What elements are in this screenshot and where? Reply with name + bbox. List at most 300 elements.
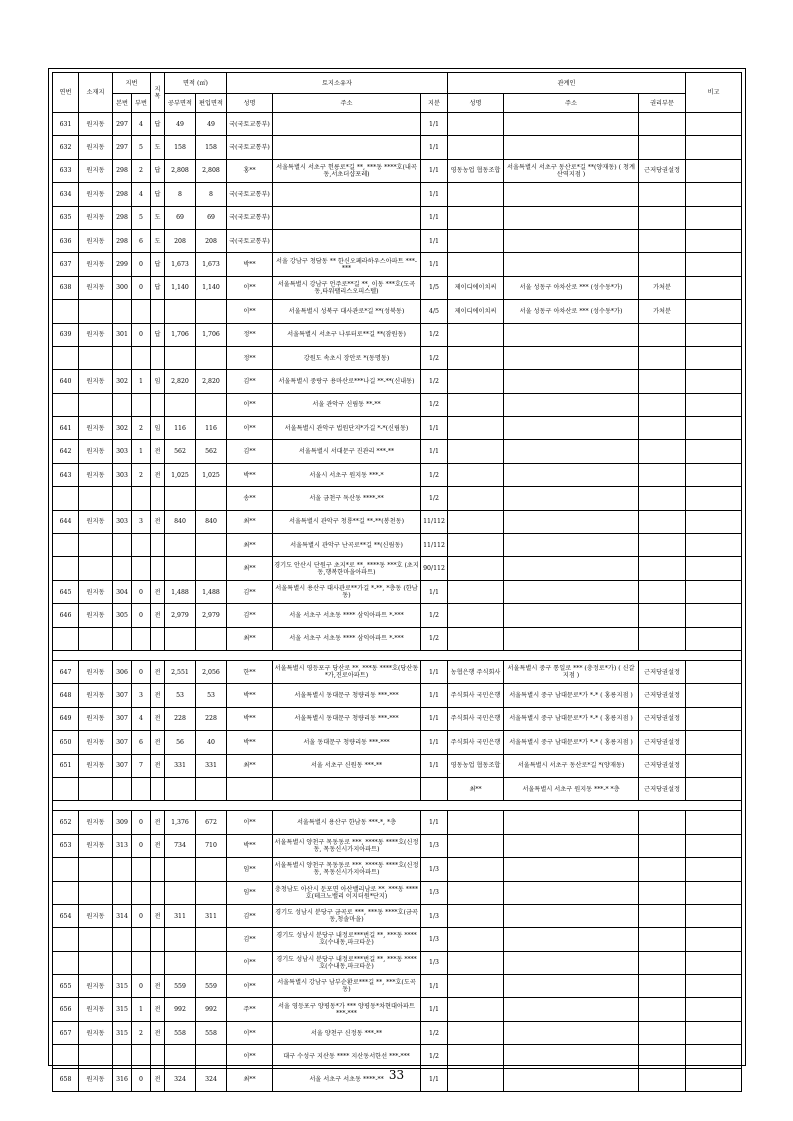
row-remarks [686, 136, 742, 159]
row-land-type: 전 [151, 684, 165, 707]
row-land-type [151, 928, 165, 951]
row-rights [639, 183, 686, 206]
row-location: 원지동 [79, 440, 113, 463]
row-rel-address [504, 393, 639, 416]
row-lot-sub: 0 [132, 834, 151, 857]
row-owner-name: 최** [227, 510, 273, 533]
row-rights: 가처분 [639, 276, 686, 299]
row-rights [639, 627, 686, 650]
row-share: 1/2 [421, 627, 448, 650]
row-land-type: 전 [151, 1068, 165, 1091]
table-row [53, 754, 742, 777]
row-area-official: 1,706 [165, 323, 196, 346]
row-area-incorporated: 710 [196, 834, 227, 857]
row-lot-sub: 1 [132, 370, 151, 393]
row-share: 1/1 [421, 440, 448, 463]
row-area-official: 559 [165, 975, 196, 998]
row-rights [639, 811, 686, 834]
row-share: 1/1 [421, 998, 448, 1021]
row-lot-sub: 0 [132, 1068, 151, 1091]
row-seq: 639 [53, 323, 79, 346]
row-rel-address [504, 904, 639, 927]
row-area-official: 8 [165, 183, 196, 206]
row-rights: 근저당권설정 [639, 660, 686, 683]
row-rel-address [504, 463, 639, 486]
row-lot-sub [132, 881, 151, 904]
row-area-official [165, 534, 196, 557]
row-location: 원지동 [79, 580, 113, 603]
row-lot-sub: 4 [132, 183, 151, 206]
row-seq: 644 [53, 510, 79, 533]
row-land-type: 전 [151, 580, 165, 603]
row-lot-main: 316 [113, 1068, 132, 1091]
row-rel-name: 주식회사 국민은행 [448, 684, 504, 707]
row-owner-name: 국(국토교통부) [227, 229, 273, 252]
row-area-official [165, 627, 196, 650]
row-lot-sub [132, 346, 151, 369]
row-remarks [686, 113, 742, 136]
row-rel-address [504, 323, 639, 346]
row-share: 1/1 [421, 754, 448, 777]
row-remarks [686, 417, 742, 440]
row-area-incorporated: 2,979 [196, 604, 227, 627]
table-row [53, 346, 742, 369]
row-rel-name [448, 463, 504, 486]
header-lot-sub: 부번 [132, 94, 151, 113]
row-rel-address [504, 346, 639, 369]
row-lot-main: 302 [113, 417, 132, 440]
row-owner-name: 임** [227, 881, 273, 904]
row-seq: 650 [53, 731, 79, 754]
row-lot-main: 305 [113, 604, 132, 627]
row-remarks [686, 858, 742, 881]
row-owner-name: 최** [227, 1068, 273, 1091]
row-lot-main: 315 [113, 998, 132, 1021]
row-rel-name [448, 370, 504, 393]
row-rights [639, 510, 686, 533]
row-area-incorporated: 53 [196, 684, 227, 707]
row-rel-name [448, 858, 504, 881]
row-rel-name [448, 557, 504, 580]
table-row [53, 660, 742, 683]
row-rel-name [448, 136, 504, 159]
table-row [53, 276, 742, 299]
row-seq: 655 [53, 975, 79, 998]
table-row [53, 627, 742, 650]
row-rel-name [448, 951, 504, 974]
row-owner-name: 이** [227, 951, 273, 974]
row-location: 원지동 [79, 660, 113, 683]
row-seq [53, 881, 79, 904]
row-owner-address [273, 229, 421, 252]
table-row [53, 1045, 742, 1068]
table-row [53, 811, 742, 834]
row-location [79, 881, 113, 904]
row-rights [639, 113, 686, 136]
row-share: 11/112 [421, 534, 448, 557]
row-owner-address: 서울시 서초구 원지동 ***-* [273, 463, 421, 486]
row-rights: 근저당권설정 [639, 684, 686, 707]
row-remarks [686, 229, 742, 252]
row-lot-main [113, 557, 132, 580]
row-seq: 638 [53, 276, 79, 299]
row-seq [53, 534, 79, 557]
row-rel-address [504, 487, 639, 510]
row-lot-main: 298 [113, 206, 132, 229]
row-area-official [165, 557, 196, 580]
row-land-type [151, 951, 165, 974]
row-owner-address: 서울 강남구 청담동 ** 한신오페라하우스아파트 ***-*** [273, 253, 421, 276]
row-lot-main [113, 534, 132, 557]
table-row [53, 834, 742, 857]
row-rel-address [504, 440, 639, 463]
row-rel-name: 농협은행 주식회사 [448, 660, 504, 683]
row-seq: 651 [53, 754, 79, 777]
row-lot-main [113, 487, 132, 510]
header-area-incorporated: 편입면적 [196, 94, 227, 113]
row-area-official: 992 [165, 998, 196, 1021]
row-rights [639, 323, 686, 346]
header-owner-address: 주소 [273, 94, 421, 113]
row-location [79, 300, 113, 323]
row-location: 원지동 [79, 136, 113, 159]
row-land-type [151, 627, 165, 650]
row-owner-name: 박** [227, 684, 273, 707]
row-rel-address [504, 928, 639, 951]
row-area-incorporated: 69 [196, 206, 227, 229]
row-seq: 654 [53, 904, 79, 927]
row-area-incorporated: 1,673 [196, 253, 227, 276]
row-rights [639, 858, 686, 881]
row-rel-name: 최** [448, 777, 504, 800]
row-share: 1/3 [421, 928, 448, 951]
row-area-incorporated [196, 928, 227, 951]
row-land-type: 전 [151, 440, 165, 463]
row-area-incorporated [196, 346, 227, 369]
row-remarks [686, 928, 742, 951]
row-owner-name: 김** [227, 604, 273, 627]
row-lot-main [113, 928, 132, 951]
row-area-incorporated [196, 627, 227, 650]
row-rel-name [448, 183, 504, 206]
row-location: 원지동 [79, 253, 113, 276]
row-area-incorporated: 562 [196, 440, 227, 463]
row-location: 원지동 [79, 510, 113, 533]
row-lot-main [113, 393, 132, 416]
row-seq [53, 928, 79, 951]
row-owner-address: 서울특별시 동대문구 청량리동 ***-*** [273, 707, 421, 730]
row-land-type: 전 [151, 904, 165, 927]
row-seq: 631 [53, 113, 79, 136]
row-lot-sub [132, 300, 151, 323]
row-share: 1/1 [421, 975, 448, 998]
row-location [79, 858, 113, 881]
row-seq: 648 [53, 684, 79, 707]
row-lot-sub [132, 627, 151, 650]
row-rel-address [504, 510, 639, 533]
row-share: 1/1 [421, 684, 448, 707]
row-owner-address: 서울특별시 서초구 헌릉로*길 **, ***동 ****호(내곡동,서초더샵포레) [273, 159, 421, 182]
row-lot-sub: 7 [132, 754, 151, 777]
row-remarks [686, 731, 742, 754]
row-rights [639, 370, 686, 393]
row-lot-main [113, 881, 132, 904]
row-share: 1/2 [421, 346, 448, 369]
row-land-type [151, 881, 165, 904]
row-location [79, 627, 113, 650]
row-location [79, 1045, 113, 1068]
row-remarks [686, 754, 742, 777]
row-area-official: 734 [165, 834, 196, 857]
row-rel-address: 서울특별시 중구 남대문로*가 *-* ( 홍릉지점 ) [504, 731, 639, 754]
row-owner-name: 최** [227, 754, 273, 777]
row-owner-name: 박** [227, 834, 273, 857]
row-seq [53, 300, 79, 323]
row-lot-main [113, 951, 132, 974]
row-lot-sub: 0 [132, 604, 151, 627]
row-area-official: 324 [165, 1068, 196, 1091]
row-owner-address [273, 113, 421, 136]
table-row [53, 858, 742, 881]
row-area-incorporated: 40 [196, 731, 227, 754]
row-area-incorporated: 49 [196, 113, 227, 136]
row-share: 1/1 [421, 229, 448, 252]
row-owner-name: 국(국토교통부) [227, 183, 273, 206]
header-share: 지분 [421, 94, 448, 113]
row-lot-sub [132, 928, 151, 951]
row-area-incorporated [196, 487, 227, 510]
row-remarks [686, 463, 742, 486]
row-share: 90/112 [421, 557, 448, 580]
row-owner-address: 강원도 속초시 장안로 *(동명동) [273, 346, 421, 369]
row-share: 1/1 [421, 113, 448, 136]
row-lot-sub: 0 [132, 580, 151, 603]
table-row-spacer [53, 801, 742, 811]
row-land-type [151, 300, 165, 323]
row-area-official [165, 1045, 196, 1068]
row-lot-main: 309 [113, 811, 132, 834]
row-remarks [686, 1021, 742, 1044]
row-owner-name: 김** [227, 928, 273, 951]
row-seq: 632 [53, 136, 79, 159]
row-owner-address: 서울 양천구 신정동 ***-** [273, 1021, 421, 1044]
row-lot-main: 307 [113, 754, 132, 777]
table-row [53, 904, 742, 927]
row-rights: 근저당권설정 [639, 707, 686, 730]
row-owner-address: 경기도 안산시 단원구 초지*로 **, ****동 ***호 (초지동,행복한마을아파트) [273, 557, 421, 580]
row-owner-name: 최** [227, 557, 273, 580]
row-seq: 636 [53, 229, 79, 252]
row-share: 1/2 [421, 323, 448, 346]
row-land-type: 답 [151, 253, 165, 276]
row-lot-sub: 5 [132, 206, 151, 229]
row-remarks [686, 604, 742, 627]
row-owner-address: 서울 영등포구 양평동*가 *** 양평동*차현대아파트 ***-*** [273, 998, 421, 1021]
table-row [53, 229, 742, 252]
row-area-incorporated [196, 393, 227, 416]
row-lot-main: 302 [113, 370, 132, 393]
row-remarks [686, 557, 742, 580]
row-lot-main: 303 [113, 440, 132, 463]
row-lot-main [113, 858, 132, 881]
page-number: 33 [388, 1068, 405, 1082]
row-share: 1/2 [421, 604, 448, 627]
row-area-incorporated: 559 [196, 975, 227, 998]
row-rights [639, 951, 686, 974]
row-owner-address: 서울 서초구 서초동 **** 삼익아파트 *-*** [273, 627, 421, 650]
row-rel-address [504, 881, 639, 904]
row-land-type [151, 777, 165, 800]
row-rel-address [504, 975, 639, 998]
row-owner-name: 최** [227, 627, 273, 650]
row-rel-name [448, 1021, 504, 1044]
row-land-type: 전 [151, 754, 165, 777]
table-row [53, 534, 742, 557]
row-rel-address [504, 229, 639, 252]
row-owner-address: 서울특별시 관악구 청룡**길 **-**(봉천동) [273, 510, 421, 533]
row-rights [639, 417, 686, 440]
row-owner-name: 김** [227, 904, 273, 927]
row-rel-address [504, 113, 639, 136]
row-land-type: 답 [151, 159, 165, 182]
land-table [52, 72, 742, 1092]
row-area-official [165, 951, 196, 974]
row-area-incorporated: 558 [196, 1021, 227, 1044]
row-land-type [151, 858, 165, 881]
row-remarks [686, 183, 742, 206]
table-row [53, 253, 742, 276]
row-rights: 근저당권설정 [639, 777, 686, 800]
row-owner-name: 박** [227, 731, 273, 754]
row-owner-address: 서울 서초구 서초동 **** 삼익아파트 *-*** [273, 604, 421, 627]
table-row [53, 1021, 742, 1044]
row-rights: 근저당권설정 [639, 731, 686, 754]
row-location [79, 534, 113, 557]
row-location: 원지동 [79, 834, 113, 857]
row-share: 1/2 [421, 1021, 448, 1044]
row-seq: 652 [53, 811, 79, 834]
row-remarks [686, 998, 742, 1021]
row-share: 1/2 [421, 1045, 448, 1068]
row-seq [53, 346, 79, 369]
row-land-type: 전 [151, 975, 165, 998]
row-lot-sub [132, 858, 151, 881]
row-rel-name [448, 253, 504, 276]
row-area-incorporated: 840 [196, 510, 227, 533]
row-rights [639, 253, 686, 276]
row-land-type: 전 [151, 811, 165, 834]
row-lot-main: 313 [113, 834, 132, 857]
row-lot-sub: 2 [132, 1021, 151, 1044]
table-row [53, 731, 742, 754]
row-seq [53, 627, 79, 650]
row-location: 원지동 [79, 229, 113, 252]
table-row [53, 136, 742, 159]
row-owner-name: 국(국토교통부) [227, 113, 273, 136]
row-rel-address [504, 370, 639, 393]
table-row [53, 417, 742, 440]
row-lot-main: 299 [113, 253, 132, 276]
row-seq: 634 [53, 183, 79, 206]
row-lot-sub: 0 [132, 660, 151, 683]
row-area-incorporated [196, 557, 227, 580]
row-owner-address: 서울특별시 관악구 법원단지*가길 *-*(신림동) [273, 417, 421, 440]
row-seq: 657 [53, 1021, 79, 1044]
row-land-type: 전 [151, 707, 165, 730]
row-land-type [151, 393, 165, 416]
row-owner-address: 서울 금천구 독산동 ****-** [273, 487, 421, 510]
row-owner-name: 김** [227, 580, 273, 603]
row-owner-name: 주** [227, 998, 273, 1021]
header-land-type: 지목 [151, 73, 165, 113]
row-rel-name [448, 417, 504, 440]
header-rel-name: 성명 [448, 94, 504, 113]
table-row [53, 604, 742, 627]
row-owner-address [273, 777, 421, 800]
header-seq: 연번 [53, 73, 79, 113]
row-lot-main: 303 [113, 510, 132, 533]
row-land-type: 전 [151, 463, 165, 486]
row-remarks [686, 811, 742, 834]
row-lot-main: 298 [113, 159, 132, 182]
header-owner-group: 토지소유자 [227, 73, 448, 94]
row-location: 원지동 [79, 463, 113, 486]
row-owner-address: 대구 수성구 지산동 **** 지산동서한선 ***-*** [273, 1045, 421, 1068]
row-seq [53, 487, 79, 510]
row-owner-address: 서울특별시 강남구 남부순환로***길 **, ***호(도곡동) [273, 975, 421, 998]
row-owner-name: 이** [227, 1021, 273, 1044]
row-rights [639, 440, 686, 463]
row-area-incorporated: 672 [196, 811, 227, 834]
row-lot-sub [132, 951, 151, 974]
table-row [53, 393, 742, 416]
row-area-incorporated: 2,056 [196, 660, 227, 683]
row-rel-name [448, 534, 504, 557]
row-location: 원지동 [79, 417, 113, 440]
row-lot-sub [132, 557, 151, 580]
row-owner-address: 충청남도 아산시 둔포면 아산밸리남로 **, ***동 ****호(테크노밸리 이지더원*단지) [273, 881, 421, 904]
row-lot-sub: 1 [132, 998, 151, 1021]
row-area-official: 2,551 [165, 660, 196, 683]
row-remarks [686, 206, 742, 229]
row-rel-address [504, 417, 639, 440]
table-row [53, 510, 742, 533]
row-area-official [165, 346, 196, 369]
row-rights [639, 928, 686, 951]
row-owner-name: 이** [227, 417, 273, 440]
row-area-official: 1,140 [165, 276, 196, 299]
row-seq: 640 [53, 370, 79, 393]
row-remarks [686, 253, 742, 276]
row-lot-sub: 2 [132, 417, 151, 440]
row-lot-main: 307 [113, 707, 132, 730]
row-area-incorporated [196, 1045, 227, 1068]
row-area-official [165, 777, 196, 800]
row-rel-name [448, 1045, 504, 1068]
row-lot-sub: 0 [132, 276, 151, 299]
row-remarks [686, 904, 742, 927]
row-owner-address: 서울 동대문구 청량리동 ***-*** [273, 731, 421, 754]
row-seq: 653 [53, 834, 79, 857]
row-rel-name [448, 487, 504, 510]
row-owner-address: 서울특별시 성북구 대사관로*길 **(성북동) [273, 300, 421, 323]
row-location: 원지동 [79, 1021, 113, 1044]
row-location [79, 346, 113, 369]
header-owner-name: 성명 [227, 94, 273, 113]
row-rel-address [504, 557, 639, 580]
table-row [53, 183, 742, 206]
row-area-official: 558 [165, 1021, 196, 1044]
